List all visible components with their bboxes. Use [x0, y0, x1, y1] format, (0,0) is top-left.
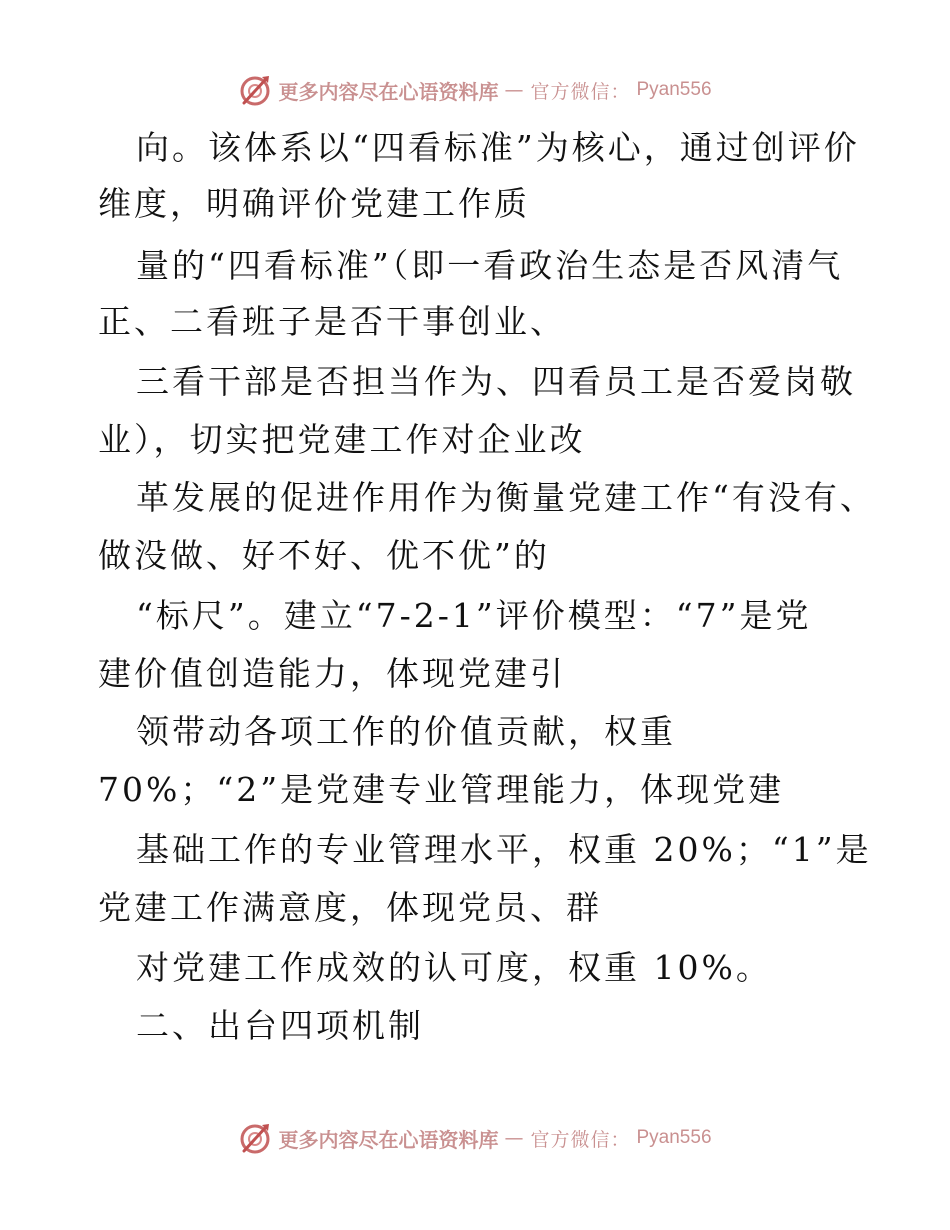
watermark-sub-text: 官方微信： [530, 1128, 631, 1151]
text-line: 三看干部是否担当作为、四看员工是否爱岗敬 [136, 362, 856, 401]
text-line: 领带动各项工作的价值贡献，权重 [136, 712, 676, 751]
text-line: 70%；“2”是党建专业管理能力，体现党建 [98, 770, 785, 809]
watermark-main-text: 更多内容尽在心语资料库 [278, 1127, 499, 1152]
watermark-handle: Pyan556 [636, 79, 712, 100]
text-line: 革发展的促进作用作为衡量党建工作“有没有、 [136, 478, 876, 517]
footer-watermark [0, 1118, 950, 1158]
logo-icon [238, 1121, 272, 1155]
logo-icon [238, 73, 272, 107]
text-line: 正、二看班子是否干事创业、 [98, 302, 566, 341]
text-line: 维度，明确评价党建工作质 [98, 184, 530, 223]
text-line: 量的“四看标准”（即一看政治生态是否风清气 [136, 246, 844, 285]
header-watermark [0, 70, 950, 110]
text-line: 向。该体系以“四看标准”为核心，通过创评价 [136, 128, 860, 167]
watermark-dash: — [504, 79, 525, 101]
text-line: “标尺”。建立“7-2-1”评价模型：“7”是党 [136, 596, 812, 635]
watermark-sub-text: 官方微信： [530, 80, 631, 103]
text-line: 对党建工作成效的认可度，权重 10%。 [136, 948, 772, 987]
text-line: 业），切实把党建工作对企业改 [98, 420, 586, 459]
text-line: 基础工作的专业管理水平，权重 20%；“1”是 [136, 830, 872, 869]
section-heading: 二、出台四项机制 [136, 1006, 424, 1045]
text-line: 党建工作满意度，体现党员、群 [98, 888, 602, 927]
watermark-handle: Pyan556 [636, 1127, 712, 1148]
watermark-dash: — [504, 1127, 525, 1149]
text-line: 做没做、好不好、优不优”的 [98, 536, 550, 575]
text-line: 建价值创造能力，体现党建引 [98, 654, 566, 693]
watermark-main-text: 更多内容尽在心语资料库 [278, 79, 499, 104]
